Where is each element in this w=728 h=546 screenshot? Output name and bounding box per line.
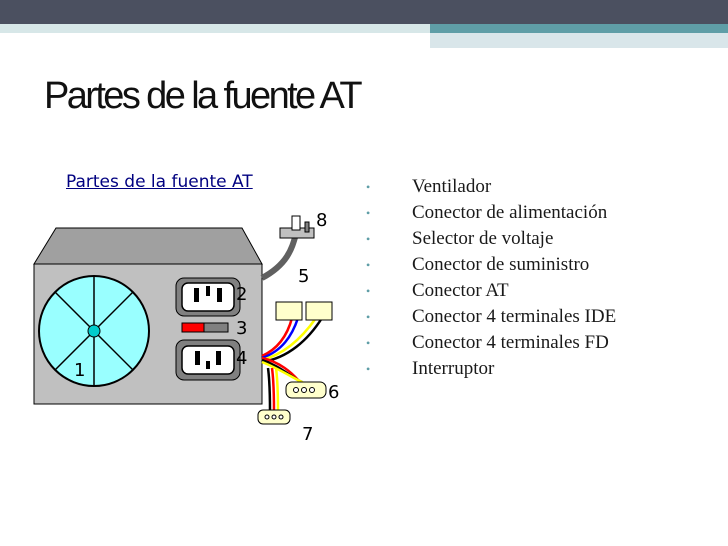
switch-connector-icon bbox=[280, 216, 314, 238]
power-outlet-icon bbox=[176, 340, 240, 380]
bullet-icon: • bbox=[366, 179, 371, 194]
at-connector-icon bbox=[276, 302, 332, 320]
bullet-icon: • bbox=[366, 335, 371, 350]
fd-connector-icon bbox=[258, 410, 290, 424]
bullet-icon: • bbox=[366, 309, 371, 324]
callout-8: 8 bbox=[316, 210, 328, 231]
callout-5: 5 bbox=[298, 266, 310, 287]
fan-icon bbox=[39, 276, 149, 386]
bullet-icon: • bbox=[366, 257, 371, 272]
header-accent-tab bbox=[430, 33, 728, 48]
header-accent-strip bbox=[0, 24, 728, 33]
bullet-icon: • bbox=[366, 231, 371, 246]
list-item: • Conector AT bbox=[366, 280, 509, 301]
figure-caption: Partes de la fuente AT bbox=[66, 172, 253, 192]
list-item: • Interruptor bbox=[366, 358, 495, 379]
bullet-list bbox=[366, 174, 616, 382]
voltage-selector-icon bbox=[182, 323, 228, 332]
bullet-icon: • bbox=[366, 205, 371, 220]
slide-title: Partes de la fuente AT bbox=[44, 75, 360, 117]
callout-7: 7 bbox=[302, 424, 314, 445]
header-band bbox=[0, 0, 728, 24]
callout-3: 3 bbox=[236, 318, 248, 339]
bullet-icon: • bbox=[366, 361, 371, 376]
power-inlet-icon bbox=[176, 278, 240, 316]
list-item: • Conector de alimentación bbox=[366, 202, 608, 223]
ide-connector-icon bbox=[286, 382, 326, 398]
callout-1: 1 bbox=[74, 360, 86, 381]
list-item: • Selector de voltaje bbox=[366, 228, 554, 249]
list-item: • Conector de suministro bbox=[366, 254, 590, 275]
callout-2: 2 bbox=[236, 284, 248, 305]
power-supply-diagram bbox=[30, 168, 360, 448]
list-item: • Conector 4 terminales FD bbox=[366, 332, 609, 353]
callout-6: 6 bbox=[328, 382, 340, 403]
psu-top bbox=[34, 228, 262, 264]
callout-4: 4 bbox=[236, 348, 248, 369]
list-item: • Ventilador bbox=[366, 176, 492, 197]
bullet-icon: • bbox=[366, 283, 371, 298]
list-item: • Conector 4 terminales IDE bbox=[366, 306, 617, 327]
